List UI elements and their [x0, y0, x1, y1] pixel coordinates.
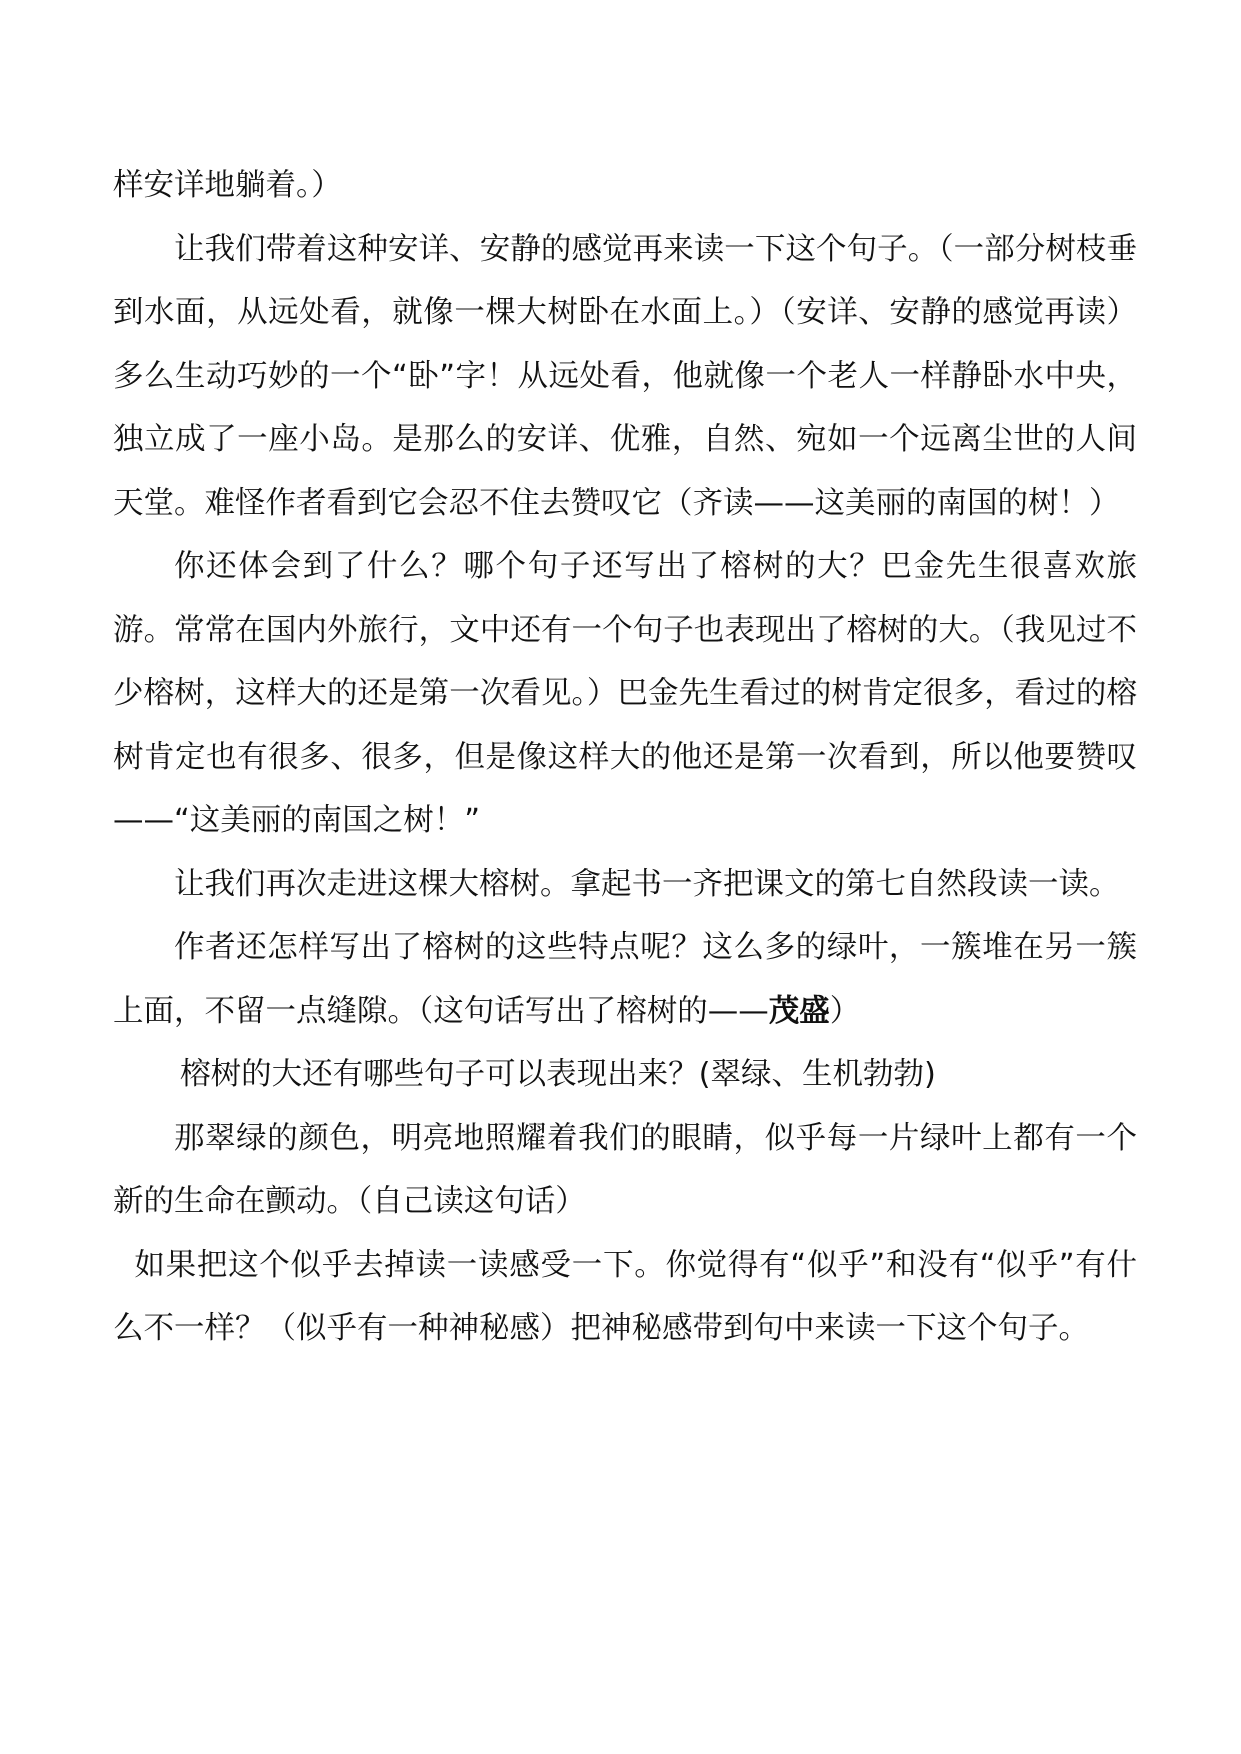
paragraph-6: 榕树的大还有哪些句子可以表现出来？(翠绿、生机勃勃) [180, 1057, 936, 1092]
paragraph-1: 样安详地躺着。） [113, 168, 342, 203]
paragraph-4: 让我们再次走进这棵大榕树。拿起书一齐把课文的第七自然段读一读。 [174, 866, 1120, 902]
paragraph-5 [113, 916, 1137, 1043]
paragraph-7: 那翠绿的颜色，明亮地照耀着我们的眼睛，似乎每一片绿叶上都有一个新的生命在颤动。（自己读这句话） [113, 1120, 1137, 1219]
document-body [113, 154, 1137, 1361]
paragraph-5-end: ） [829, 993, 861, 1029]
paragraph-2: 让我们带着这种安详、安静的感觉再来读一下这个句子。（一部分树枝垂到水面，从远处看，就像一棵大树卧在水面上。）（安详、安静的感觉再读）多么生动巧妙的一个“卧”字！从远处看，他就像一个老人一样静卧水中央，独立成了一座小岛。是那么的安详、优雅，自然、宛如一个远离尘世的人间天堂。难怪作者看到它会忍不住去赞叹它（齐读——这美丽的南国的树！） [113, 231, 1137, 521]
paragraph-8: 如果把这个似乎去掉读一读感受一下。你觉得有“似乎”和没有“似乎”有什么不一样？（似乎有一种神秘感）把神秘感带到句中来读一下这个句子。 [113, 1247, 1137, 1346]
paragraph-3: 你还体会到了什么？哪个句子还写出了榕树的大？巴金先生很喜欢旅游。常常在国内外旅行，文中还有一个句子也表现出了榕树的大。（我见过不少榕树，这样大的还是第一次看见。）巴金先生看过的树肯定很多，看过的榕树肯定也有很多、很多，但是像这样大的他还是第一次看到，所以他要赞叹——“这美丽的南国之树！” [113, 549, 1137, 838]
paragraph-5-text: 作者还怎样写出了榕树的这些特点呢？这么多的绿叶，一簇堆在另一簇上面，不留一点缝隙。（这句话写出了榕树的—— [113, 930, 1137, 1029]
bold-keyword: 茂盛 [768, 993, 830, 1029]
